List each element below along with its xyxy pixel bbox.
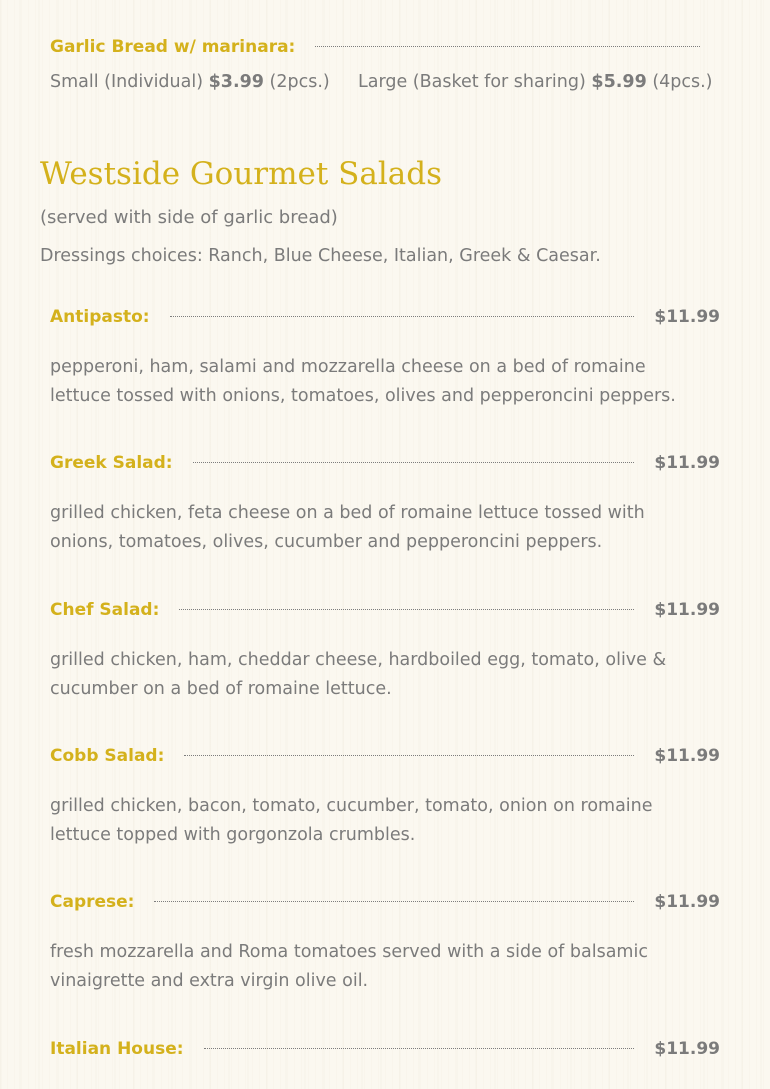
garlic-bread-header <box>50 35 700 59</box>
menu-item-cobb-salad <box>50 744 720 849</box>
small-count: (2pcs.) <box>263 72 330 92</box>
dotted-leader <box>184 755 634 756</box>
menu-item-greek-salad <box>50 451 720 556</box>
menu-item-price: $11.99 <box>654 453 720 473</box>
menu-item-caprese <box>50 890 720 995</box>
dotted-leader <box>154 901 634 902</box>
menu-item-name: Cobb Salad: <box>50 746 165 766</box>
menu-item-price: $11.99 <box>654 1039 720 1059</box>
menu-item-italian-house <box>50 1037 720 1061</box>
section-subtitle: (served with side of garlic bread) <box>40 207 338 228</box>
menu-item-header <box>50 1037 720 1061</box>
menu-item-description: grilled chicken, bacon, tomato, cucumber, tomato, onion on romaine lettuce topped with gorgonzola crumbles. <box>50 796 653 845</box>
menu-item-chef-salad <box>50 598 720 703</box>
menu-item-price: $11.99 <box>654 746 720 766</box>
menu-item-antipasto <box>50 305 720 410</box>
dressing-choices: Dressings choices: Ranch, Blue Cheese, Italian, Greek & Caesar. <box>40 246 601 266</box>
menu-item-header <box>50 744 720 768</box>
menu-item-description: grilled chicken, ham, cheddar cheese, hardboiled egg, tomato, olive & cucumber on a bed of romaine lettuce. <box>50 650 667 699</box>
dotted-leader <box>204 1048 635 1049</box>
large-label: Large (Basket for sharing) <box>358 72 592 92</box>
menu-item-name: Antipasto: <box>50 307 150 327</box>
menu-item-price: $11.99 <box>654 307 720 327</box>
menu-item-price: $11.99 <box>654 892 720 912</box>
menu-item-header <box>50 890 720 914</box>
garlic-bread-name: Garlic Bread w/ marinara: <box>50 37 296 57</box>
menu-item-header <box>50 305 720 329</box>
menu-item-name: Caprese: <box>50 892 135 912</box>
menu-item-name: Italian House: <box>50 1039 184 1059</box>
garlic-bread-sizes <box>50 72 713 92</box>
dotted-leader <box>170 316 635 317</box>
section-title: Westside Gourmet Salads <box>40 156 443 192</box>
menu-item-description: pepperoni, ham, salami and mozzarella cheese on a bed of romaine lettuce tossed with onions, tomatoes, olives and pepperoncini peppers. <box>50 357 676 406</box>
dotted-leader <box>179 609 634 610</box>
large-count: (4pcs.) <box>646 72 713 92</box>
menu-item-header <box>50 598 720 622</box>
menu-item-name: Greek Salad: <box>50 453 173 473</box>
menu-item-description: fresh mozzarella and Roma tomatoes served with a side of balsamic vinaigrette and extra virgin olive oil. <box>50 942 648 991</box>
large-price: $5.99 <box>591 72 647 92</box>
garlic-bread-large-option <box>358 72 713 92</box>
garlic-bread-small-option <box>50 72 330 92</box>
menu-item-header <box>50 451 720 475</box>
small-label: Small (Individual) <box>50 72 209 92</box>
menu-item-price: $11.99 <box>654 600 720 620</box>
menu-item-name: Chef Salad: <box>50 600 160 620</box>
dotted-leader <box>193 462 635 463</box>
dotted-leader <box>315 46 700 47</box>
menu-item-description: grilled chicken, feta cheese on a bed of romaine lettuce tossed with onions, tomatoes, olives, cucumber and pepperoncini peppers. <box>50 503 645 552</box>
small-price: $3.99 <box>208 72 264 92</box>
